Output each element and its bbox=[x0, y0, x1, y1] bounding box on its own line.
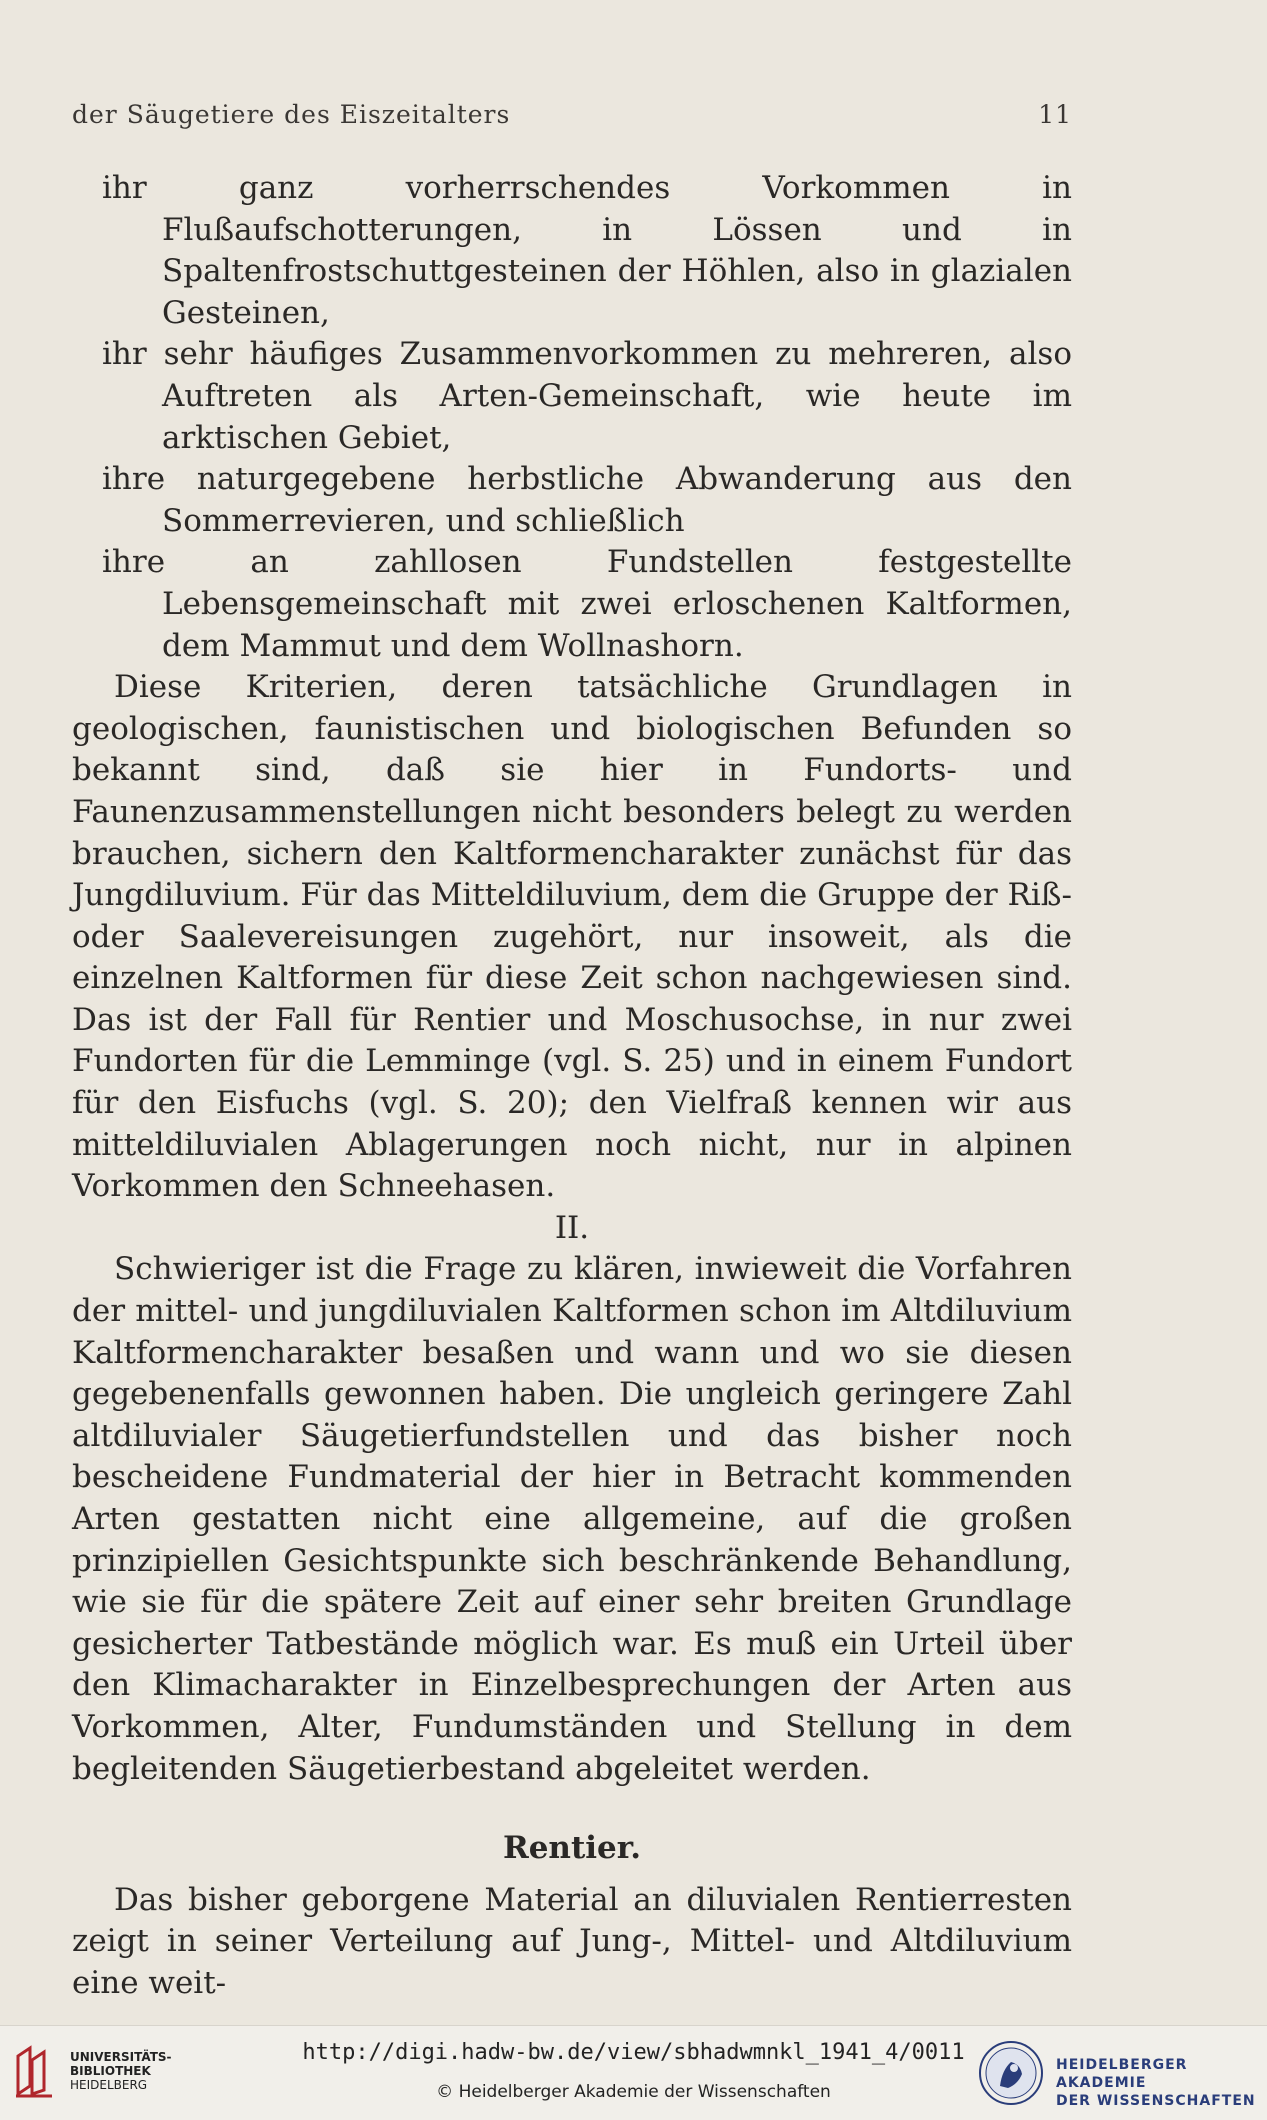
section-number: II. bbox=[554, 1209, 590, 1246]
permalink-url[interactable]: http://digi.hadw-bw.de/view/sbhadwmnkl_1941_4/0011 bbox=[302, 2040, 965, 2065]
university-library-name: UNIVERSITÄTS- BIBLIOTHEK HEIDELBERG bbox=[70, 2050, 172, 2092]
criteria-item: ihr sehr häufiges Zusammenvorkommen zu mehreren, also Auftreten als Arten-Gemeinschaft, wie heute im arktischen Gebiet, bbox=[102, 336, 1072, 456]
copyright-notice: © Heidelberger Akademie der Wissenschaften bbox=[436, 2082, 831, 2102]
section-heading: Rentier. bbox=[502, 1830, 642, 1867]
running-title: der Säugetiere des Eiszeitalters bbox=[72, 100, 511, 129]
criteria-item: ihre naturgegebene herbstliche Abwanderung aus den Sommerrevieren, und schließlich bbox=[102, 461, 1072, 539]
footer-bar bbox=[0, 2025, 1267, 2120]
academy-name: HEIDELBERGER AKADEMIE DER WISSENSCHAFTEN bbox=[1056, 2057, 1256, 2109]
page-number: 11 bbox=[1038, 100, 1072, 129]
academy-seal-icon[interactable] bbox=[978, 2040, 1044, 2106]
criteria-item: ihr ganz vorherrschendes Vorkommen in Flußaufschotterungen, in Lössen und in Spaltenfrostschuttgesteinen der Höhlen, also in glazialen Gesteinen, bbox=[102, 170, 1072, 331]
running-head bbox=[72, 100, 1072, 129]
paragraph: Das bisher geborgene Material an diluvialen Rentierresten zeigt in seiner Verteilung auf Jung-, Mittel- und Altdiluvium eine weit- bbox=[72, 1881, 1072, 2001]
paragraph: Schwieriger ist die Frage zu klären, inwieweit die Vorfahren der mittel- und jungdiluvialen Kaltformen schon im Altdiluvium Kaltformencharakter besaßen und wann und wo sie diesen gegebenenfalls gewonnen haben. Die ungleich geringere Zahl altdiluvialer Säugetierfundstellen und das bisher noch bescheidene Fundmaterial der hier in Betracht kommenden Arten gestatten nicht eine allgemeine, auf die großen prinzipiellen Gesichtspunkte sich beschränkende Behandlung, wie sie für die spätere Zeit auf einer sehr breiten Grundlage gesicherter Tatbestände möglich war. Es muß ein Urteil über den Klimacharakter in Einzelbesprechungen der Arten aus Vorkommen, Alter, Fundumständen und Stellung in dem begleitenden Säugetierbestand abgeleitet werden. bbox=[72, 1251, 1072, 1787]
paragraph: Diese Kriterien, deren tatsächliche Grundlagen in geologischen, faunistischen und biologischen Befunden so bekannt sind, daß sie hier in Fundorts- und Faunenzusammenstellungen nicht besonders belegt zu werden brauchen, sichern den Kaltformencharakter zunächst für das Jungdiluvium. Für das Mitteldiluvium, dem die Gruppe der Riß- oder Saalevereisungen zugehört, nur insoweit, als die einzelnen Kaltformen für diese Zeit schon nachgewiesen sind. Das ist der Fall für Rentier und Moschusochse, in nur zwei Fundorten für die Lemminge (vgl. S. 25) und in einem Fundort für den Eisfuchs (vgl. S. 20); den Vielfraß kennen wir aus mitteldiluvialen Ablagerungen noch nicht, nur in alpinen Vorkommen den Schneehasen. bbox=[72, 669, 1072, 1205]
criteria-item: ihre an zahllosen Fundstellen festgestellte Lebensgemeinschaft mit zwei erloschenen Kaltformen, dem Mammut und dem Wollnashorn. bbox=[102, 544, 1072, 664]
body-text bbox=[72, 168, 1072, 2005]
